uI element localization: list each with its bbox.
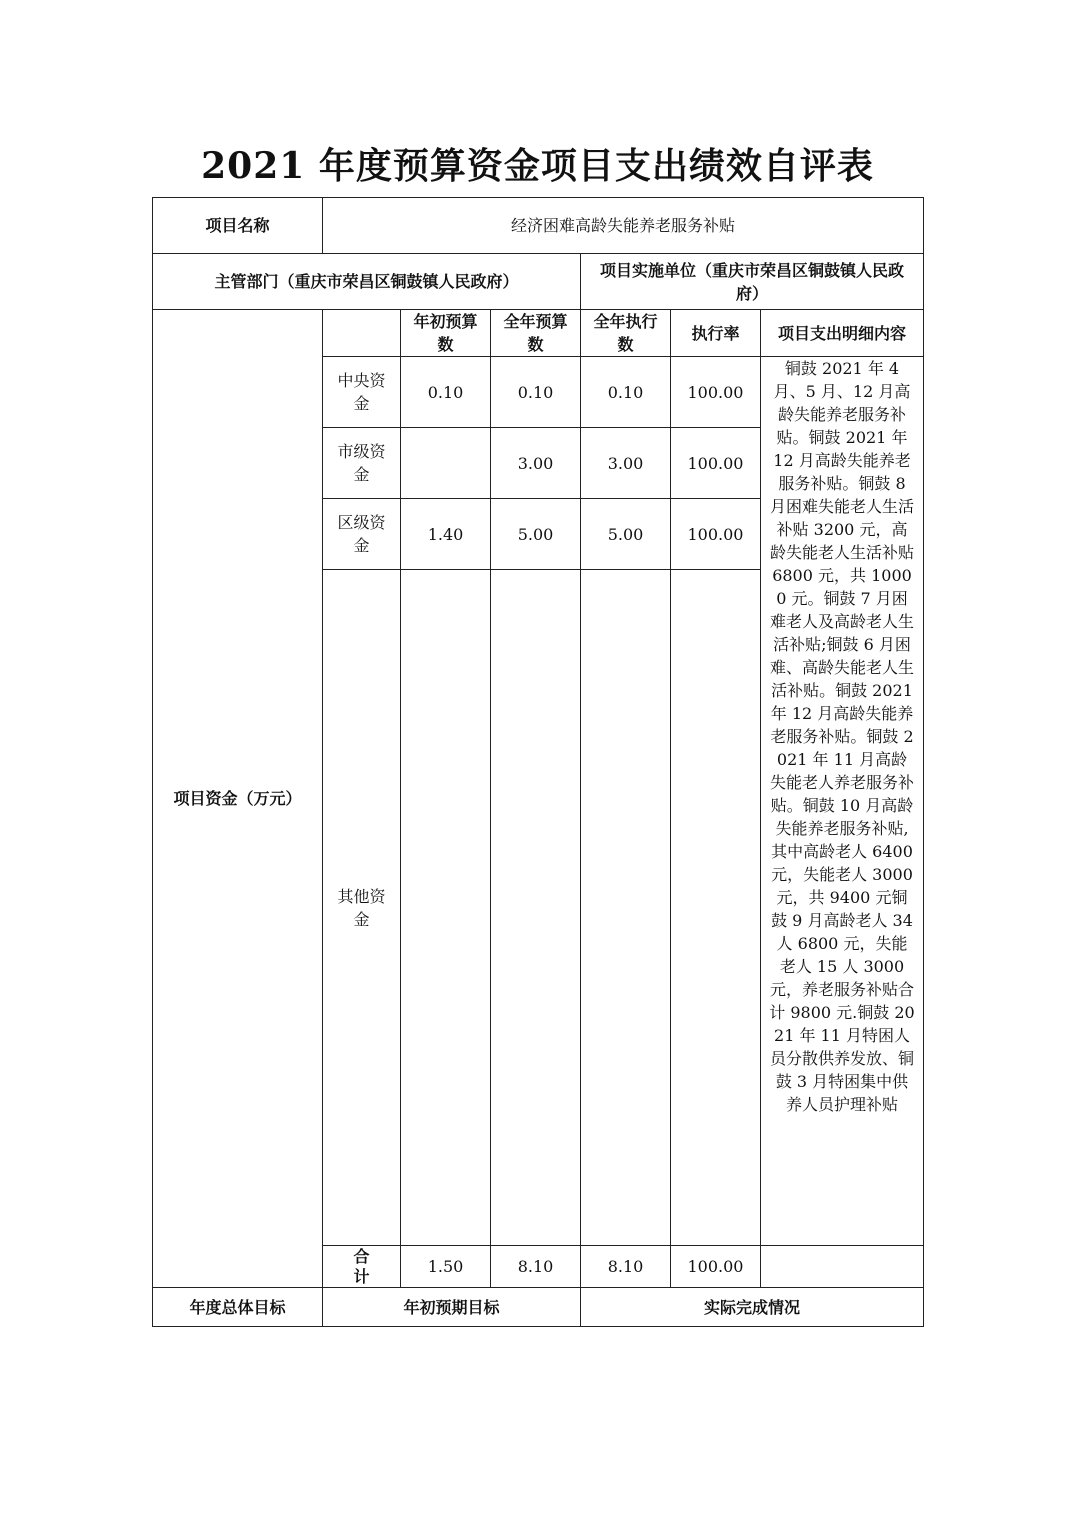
goals-row [153, 1288, 924, 1327]
fund-row-full-year: 3.00 [491, 428, 581, 499]
fund-row-executed: 3.00 [581, 428, 671, 499]
funds-header-row [153, 310, 924, 357]
department-row [153, 254, 924, 310]
dept-label: 主管部门（重庆市荣昌区铜鼓镇人民政府） [153, 254, 581, 310]
project-name-label: 项目名称 [153, 198, 323, 254]
fund-row-rate: 100.00 [671, 499, 761, 570]
fund-row-executed [581, 570, 671, 1246]
total-initial: 1.50 [401, 1246, 491, 1288]
fund-row-label: 市级资金 [323, 428, 401, 499]
expected-goal-label: 年初预期目标 [323, 1288, 581, 1327]
fund-row-label: 区级资金 [323, 499, 401, 570]
performance-table [152, 197, 924, 1327]
total-detail-blank [761, 1246, 924, 1288]
fund-row-rate [671, 570, 761, 1246]
total-label: 合计 [323, 1246, 401, 1288]
actual-completion-label: 实际完成情况 [581, 1288, 924, 1327]
fund-row-initial [401, 570, 491, 1246]
fund-row-initial [401, 428, 491, 499]
funds-label: 项目资金（万元） [153, 310, 323, 1288]
fund-row-label: 中央资金 [323, 357, 401, 428]
fund-row-initial: 1.40 [401, 499, 491, 570]
fund-row-full-year [491, 570, 581, 1246]
header-blank [323, 310, 401, 357]
header-executed: 全年执行数 [581, 310, 671, 357]
header-initial: 年初预算数 [401, 310, 491, 357]
fund-row-full-year: 5.00 [491, 499, 581, 570]
fund-row-executed: 0.10 [581, 357, 671, 428]
header-detail: 项目支出明细内容 [761, 310, 924, 357]
fund-row-label: 其他资金 [323, 570, 401, 1246]
project-name-value: 经济困难高龄失能养老服务补贴 [323, 198, 924, 254]
header-rate: 执行率 [671, 310, 761, 357]
fund-row-initial: 0.10 [401, 357, 491, 428]
fund-row-full-year: 0.10 [491, 357, 581, 428]
fund-row-rate: 100.00 [671, 428, 761, 499]
fund-row-executed: 5.00 [581, 499, 671, 570]
total-rate: 100.00 [671, 1246, 761, 1288]
header-full-year: 全年预算数 [491, 310, 581, 357]
total-executed: 8.10 [581, 1246, 671, 1288]
impl-unit-label: 项目实施单位（重庆市荣昌区铜鼓镇人民政府） [581, 254, 924, 310]
page-title: 2021 年度预算资金项目支出绩效自评表 [201, 145, 874, 187]
total-full-year: 8.10 [491, 1246, 581, 1288]
detail-content: 铜鼓 2021 年 4 月、5 月、12 月高龄失能养老服务补贴。铜鼓 2021 年 12 月高龄失能养老服务补贴。铜鼓 8 月困难失能老人生活补贴 3200 元，高龄失能老人生活补贴 6800 元，共 10000 元。铜鼓 7 月困难老人及高龄老人生活补贴;铜鼓 6 月困难、高龄失能老人生活补贴。铜鼓 2021 年 12 月高龄失能养老服务补贴。铜鼓 2021 年 11 月高龄失能老人养老服务补贴。铜鼓 10 月高龄失能养老服务补贴,其中高龄老人 6400 元，失能老人 3000 元，共 9400 元铜鼓 9 月高龄老人 34 人 6800 元，失能老人 15 人 3000 元，养老服务补贴合计 9800 元.铜鼓 2021 年 11 月特困人员分散供养发放、铜鼓 3 月特困集中供养人员护理补贴 [761, 357, 924, 1246]
fund-row-rate: 100.00 [671, 357, 761, 428]
annual-goal-label: 年度总体目标 [153, 1288, 323, 1327]
project-name-row [153, 198, 924, 254]
